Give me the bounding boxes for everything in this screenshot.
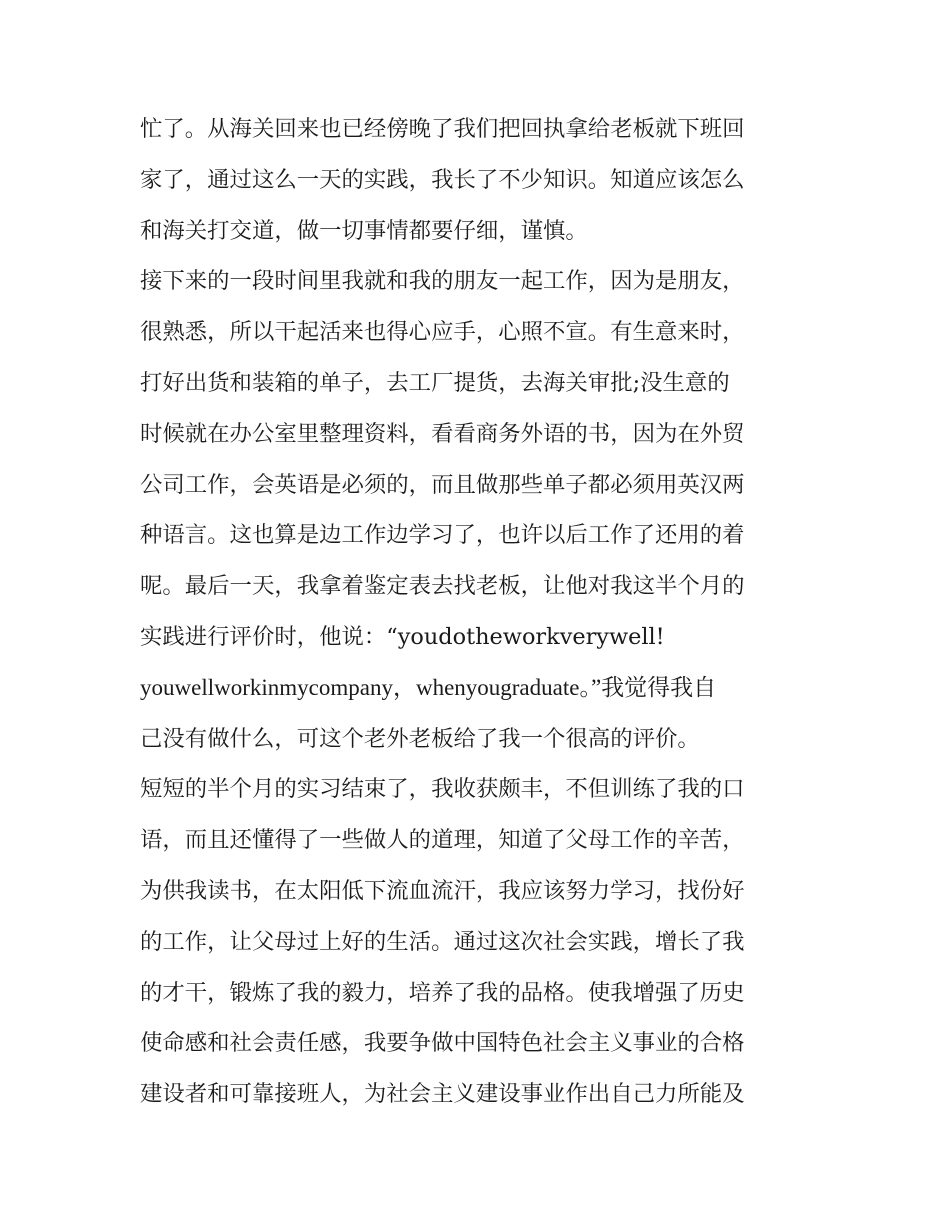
text-line: youwellworkinmycompany，whenyougraduate。”我觉得我自 [140,674,717,700]
text-line: 呢。最后一天，我拿着鉴定表去找老板，让他对我这半个月的 [140,573,745,600]
text-line: 短短的半个月的实习结束了，我收获颇丰，不但训练了我的口 [140,776,745,803]
text-line: 接下来的一段时间里我就和我的朋友一起工作，因为是朋友， [140,268,745,295]
text-line: 建设者和可靠接班人，为社会主义建设事业作出自己力所能及 [140,1081,745,1108]
body-text [140,104,815,1120]
text-line: 使命感和社会责任感，我要争做中国特色社会主义事业的合格 [140,1030,745,1057]
text-line: 的才干，锻炼了我的毅力，培养了我的品格。使我增强了历史 [140,979,745,1006]
text-line: 实践进行评价时，他说：“youdotheworkverywell! [140,623,665,650]
text-line: 很熟悉，所以干起活来也得心应手，心照不宣。有生意来时， [140,319,745,346]
text-line: 家了，通过这么一天的实践，我长了不少知识。知道应该怎么 [140,166,745,193]
text-line: 己没有做什么，可这个老外老板给了我一个很高的评价。 [140,725,700,752]
text-line: 为供我读书，在太阳低下流血流汗，我应该努力学习，找份好 [140,877,745,904]
text-line: 公司工作，会英语是必须的，而且做那些单子都必须用英汉两 [140,471,745,498]
text-line: 打好出货和装箱的单子，去工厂提货，去海关审批;没生意的 [140,369,730,396]
text-line: 和海关打交道，做一切事情都要仔细，谨慎。 [140,217,588,244]
text-line: 时候就在办公室里整理资料，看看商务外语的书，因为在外贸 [140,420,745,447]
text-line: 语，而且还懂得了一些做人的道理，知道了父母工作的辛苦， [140,827,745,854]
text-line: 种语言。这也算是边工作边学习了，也许以后工作了还用的着 [140,522,745,549]
text-line: 忙了。从海关回来也已经傍晚了我们把回执拿给老板就下班回 [140,116,745,142]
text-line: 的工作，让父母过上好的生活。通过这次社会实践，增长了我 [140,928,745,955]
